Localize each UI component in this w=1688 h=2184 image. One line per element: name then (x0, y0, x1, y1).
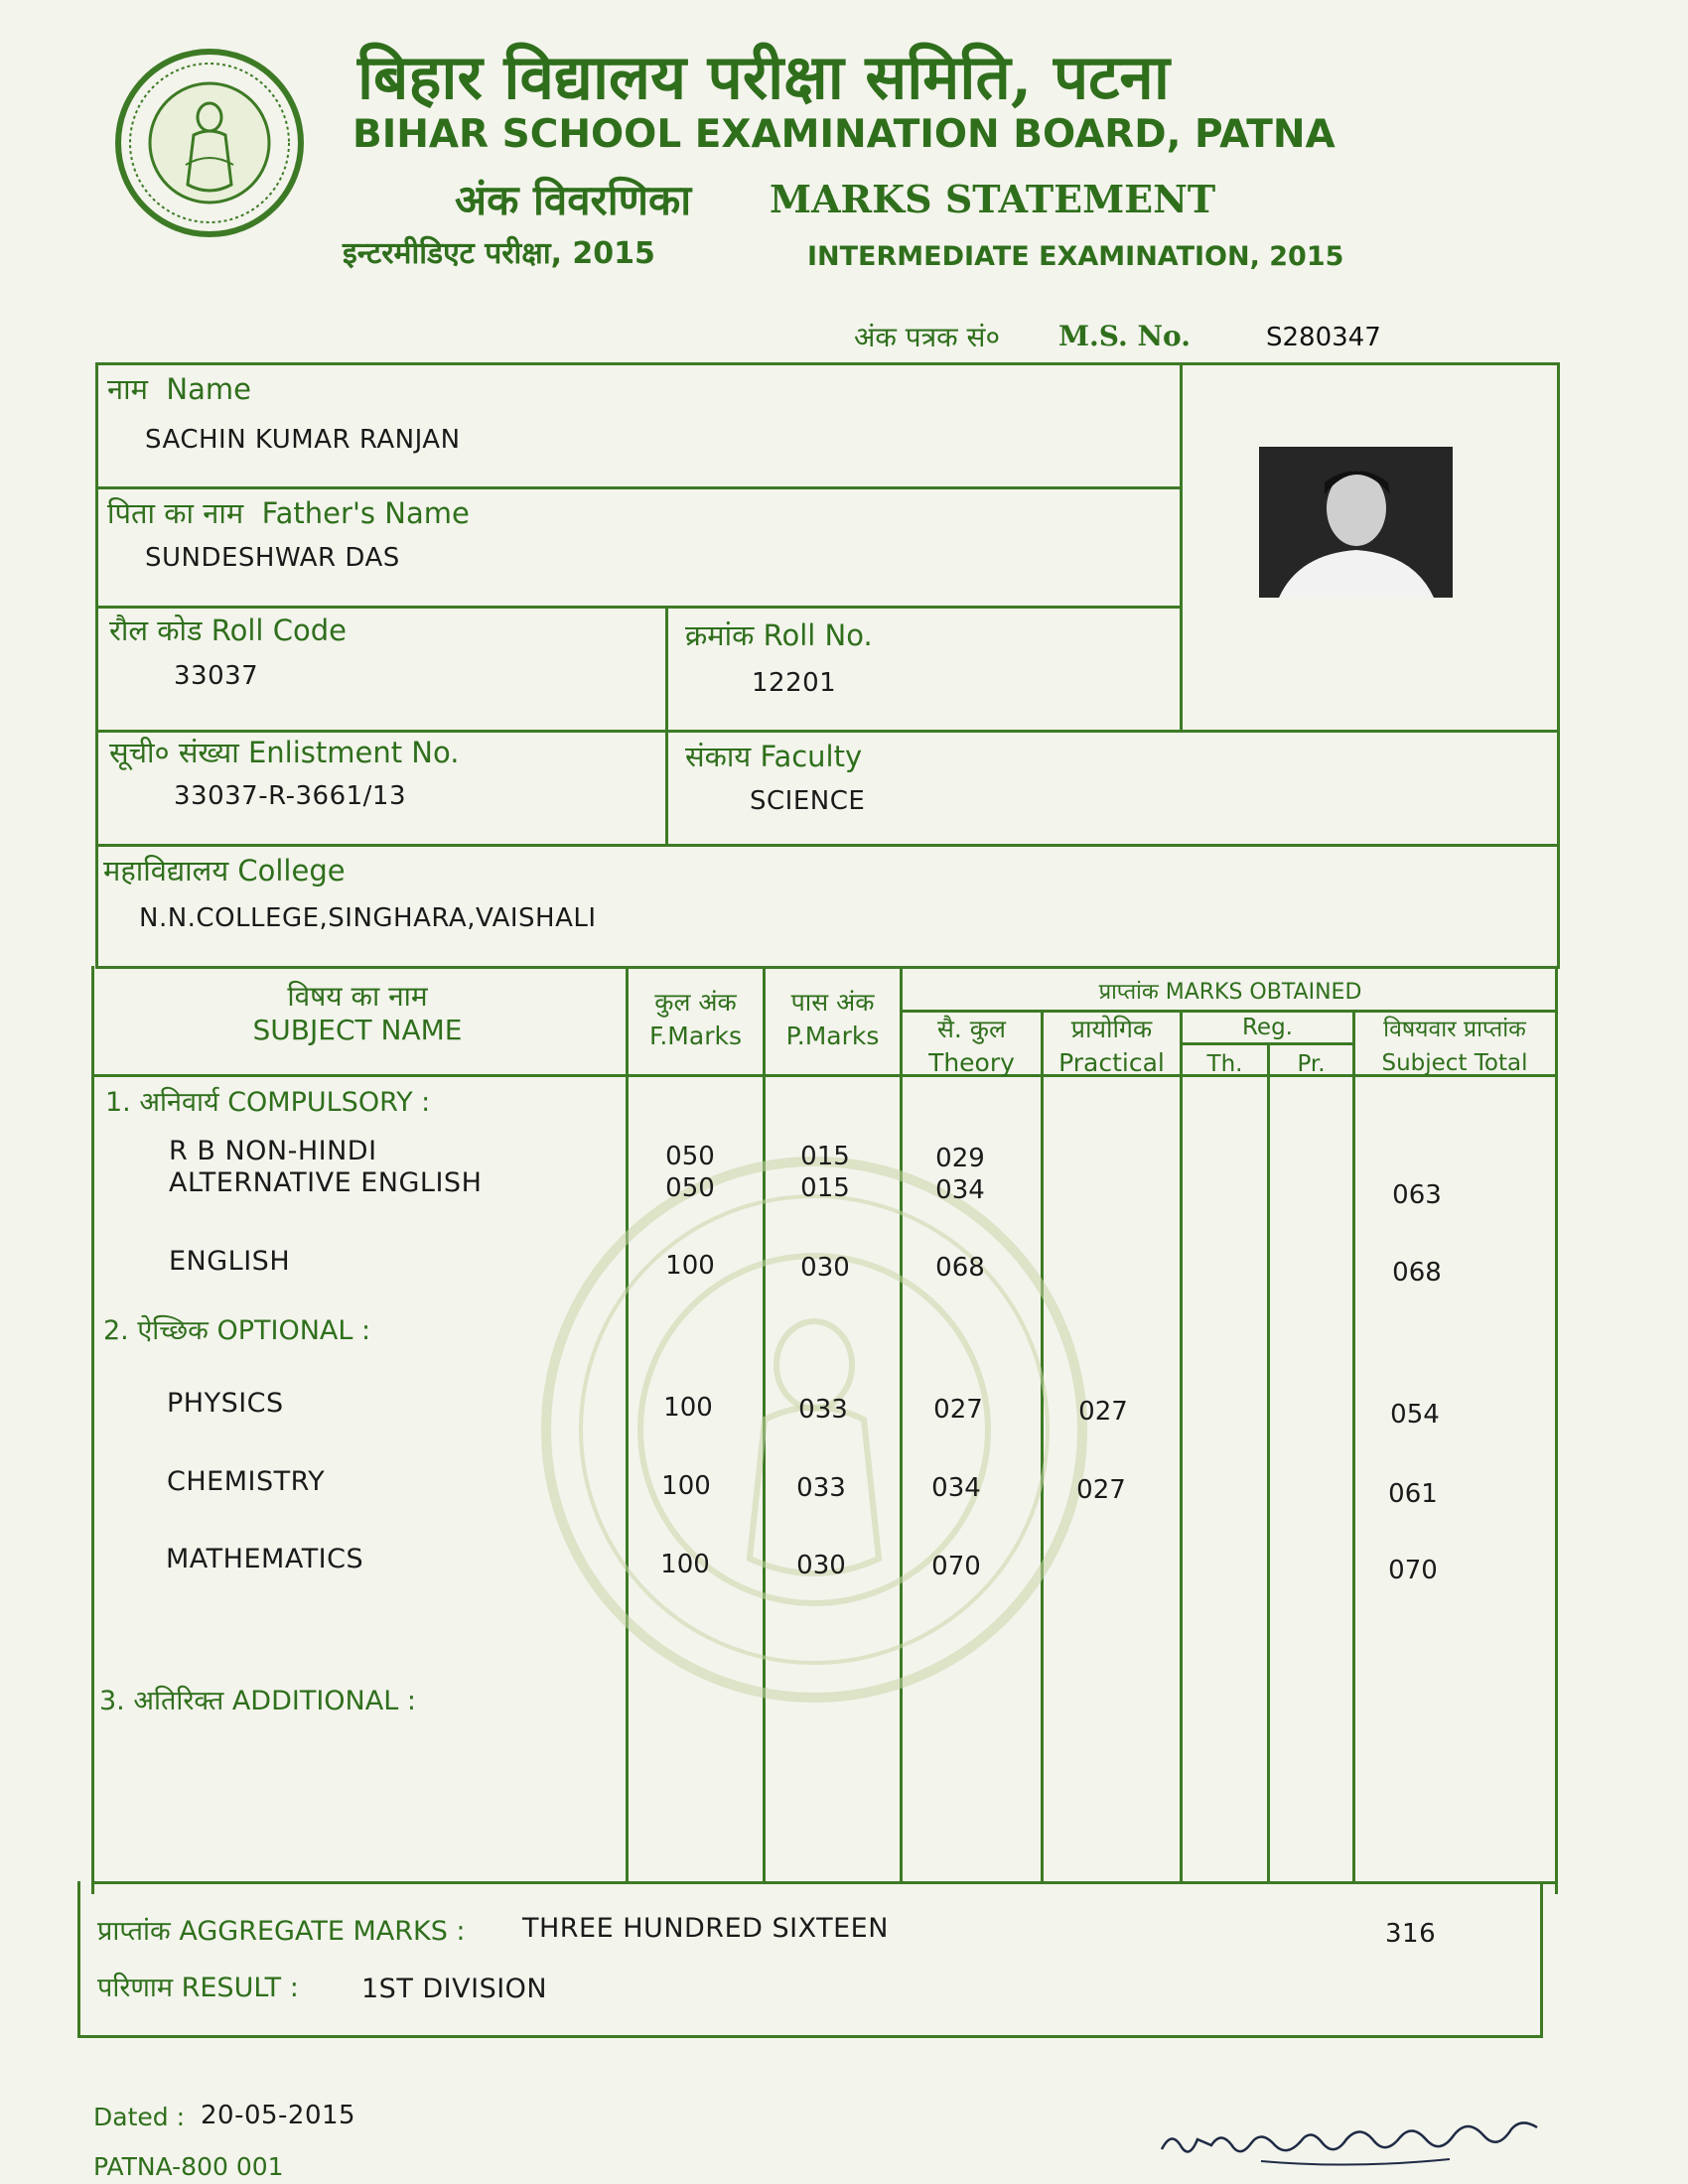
signature-icon (1152, 2100, 1549, 2179)
aggregate-marks-label: प्राप्तांक AGGREGATE MARKS : (97, 1916, 466, 1947)
theory-marks: 070 (931, 1552, 981, 1581)
statement-english: MARKS STATEMENT (770, 177, 1216, 221)
watermark-seal-icon (536, 1152, 1092, 1707)
subject-total-header: विषयवार प्राप्तांक Subject Total (1381, 1017, 1528, 1076)
reg-header: Reg. (1241, 1015, 1293, 1040)
father-name-label: पिता का नाम Father's Name (107, 496, 470, 530)
theory-marks: 034 (931, 1473, 981, 1503)
father-name: SUNDESHWAR DAS (145, 543, 400, 573)
ms-label-english: M.S. No. (1058, 320, 1191, 352)
theory-marks: 068 (935, 1253, 985, 1283)
student-photo-portrait-icon (1259, 447, 1453, 598)
subject-name: ENGLISH (169, 1246, 291, 1277)
theory-header: सै. कुल Theory (928, 1015, 1015, 1077)
subject-name: CHEMISTRY (167, 1466, 326, 1497)
result: 1ST DIVISION (361, 1974, 548, 2004)
statement-hindi: अंक विवरणिका (455, 176, 692, 224)
pass-marks: 030 (796, 1551, 846, 1580)
theory-marks: 034 (935, 1175, 985, 1205)
student-photo (1259, 447, 1453, 598)
hindi-title: बिहार विद्यालय परीक्षा समिति, पटना (357, 41, 1170, 113)
subject-total: 054 (1390, 1400, 1440, 1430)
section-optional: 2. ऐच्छिक OPTIONAL : (103, 1315, 371, 1346)
subject-total: 061 (1388, 1479, 1438, 1509)
full-marks: 100 (660, 1550, 710, 1579)
full-marks: 050 (665, 1173, 715, 1203)
full-marks: 050 (665, 1142, 715, 1171)
pass-marks-header: पास अंक P.Marks (785, 988, 880, 1050)
roll-no: 12201 (752, 668, 837, 698)
aggregate-marks-words: THREE HUNDRED SIXTEEN (522, 1913, 889, 1944)
result-label: परिणाम RESULT : (97, 1973, 299, 2003)
full-marks: 100 (665, 1251, 715, 1281)
pass-marks: 030 (800, 1253, 850, 1283)
ms-number: S280347 (1266, 323, 1381, 352)
full-marks: 100 (661, 1471, 711, 1501)
issue-date: 20-05-2015 (201, 2101, 356, 2130)
college-label: महाविद्यालय College (103, 854, 346, 887)
name-label: नाम Name (107, 372, 251, 406)
pass-marks: 033 (798, 1395, 848, 1425)
subject-total: 070 (1388, 1556, 1438, 1585)
theory-marks: 029 (935, 1144, 985, 1173)
roll-code: 33037 (174, 661, 259, 691)
faculty: SCIENCE (750, 786, 866, 816)
practical-marks: 027 (1076, 1475, 1126, 1505)
subject-name: ALTERNATIVE ENGLISH (169, 1167, 483, 1198)
reg-pr-header: Pr. (1297, 1051, 1326, 1077)
section-compulsory: 1. अनिवार्य COMPULSORY : (105, 1087, 431, 1118)
subject-total: 068 (1392, 1258, 1442, 1288)
practical-header: प्रायोगिक Practical (1058, 1015, 1165, 1077)
dated-label: Dated : (93, 2103, 185, 2131)
exam-hindi: इन्टरमीडिएट परीक्षा, 2015 (343, 236, 655, 271)
board-emblem-icon (114, 48, 305, 238)
section-additional: 3. अतिरिक्त ADDITIONAL : (99, 1686, 416, 1716)
roll-code-label: रौल कोड Roll Code (109, 614, 347, 647)
enlistment-label: सूची० संख्या Enlistment No. (109, 736, 460, 769)
pass-marks: 015 (800, 1173, 850, 1203)
faculty-label: संकाय Faculty (685, 740, 863, 773)
enlistment-number: 33037-R-3661/13 (174, 781, 406, 811)
student-name: SACHIN KUMAR RANJAN (145, 425, 461, 455)
theory-marks: 027 (933, 1395, 983, 1425)
full-marks-header: कुल अंक F.Marks (649, 988, 742, 1050)
practical-marks: 027 (1078, 1397, 1128, 1427)
subject-total: 063 (1392, 1180, 1442, 1210)
board-address: PATNA-800 001 (93, 2152, 284, 2181)
college-name: N.N.COLLEGE,SINGHARA,VAISHALI (139, 903, 597, 933)
subject-name: R B NON-HINDI (169, 1136, 377, 1166)
aggregate-marks-total: 316 (1385, 1919, 1437, 1949)
pass-marks: 033 (796, 1473, 846, 1503)
roll-no-label: क्रमांक Roll No. (685, 618, 873, 652)
subject-name-header: विषय का नाम SUBJECT NAME (252, 980, 463, 1046)
pass-marks: 015 (800, 1142, 850, 1171)
ms-label-hindi: अंक पत्रक सं० (854, 321, 1001, 353)
marks-obtained-header: प्राप्तांक MARKS OBTAINED (1098, 980, 1362, 1005)
full-marks: 100 (663, 1393, 713, 1423)
subject-name: PHYSICS (167, 1388, 284, 1419)
subject-name: MATHEMATICS (166, 1544, 364, 1574)
exam-english: INTERMEDIATE EXAMINATION, 2015 (807, 241, 1344, 272)
english-title: BIHAR SCHOOL EXAMINATION BOARD, PATNA (352, 112, 1336, 157)
reg-th-header: Th. (1206, 1051, 1243, 1077)
